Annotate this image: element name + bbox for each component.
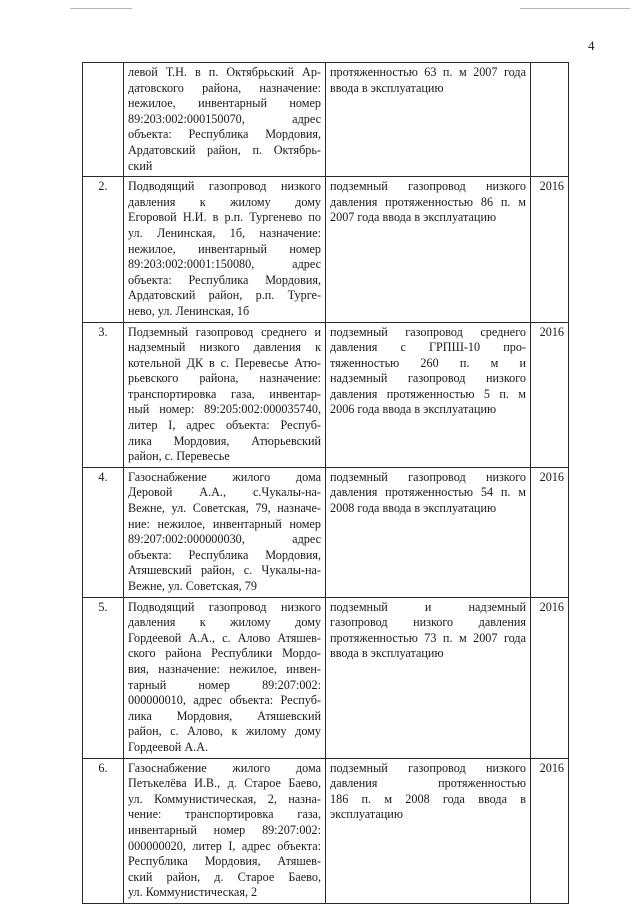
technical-description-line: подземный газопровод среднего (330, 324, 526, 339)
technical-description-line: подземный и надземный (330, 599, 526, 614)
technical-description-cell (326, 758, 531, 903)
technical-description-line: надземный газопровод низкого (330, 371, 526, 386)
technical-description-cell (326, 322, 531, 467)
object-description-line: 000000020, литер I, адрес объекта: (128, 838, 321, 853)
year: 2016 (531, 758, 569, 903)
technical-description-line: подземный газопровод низкого (330, 469, 526, 484)
table-row (83, 322, 569, 467)
object-description-line: литер I, адрес объекта: Респуб- (128, 418, 321, 433)
object-description-line: район, с. Алово, к жилому дому (128, 724, 321, 739)
object-description-line: объекта: Республика Мордовия, (128, 272, 321, 287)
object-description-cell (124, 63, 326, 177)
object-description-line: Гордеевой А.А. (128, 739, 209, 754)
technical-description-line: 2006 года ввода в эксплуатацию (330, 402, 497, 417)
object-description-line: надземный низкого давления к (128, 340, 321, 355)
object-description-line: лика Мордовия, Атяшевский (128, 708, 321, 723)
object-description-line: объекта: Республика Мордовия, (128, 127, 321, 142)
table-body (83, 63, 569, 904)
object-description-line: давления к жилому дому (128, 615, 321, 630)
table-row (83, 63, 569, 177)
object-description-line: нево, ул. Ленинская, 1б (128, 303, 250, 318)
object-description-line: Подводящий газопровод низкого (128, 599, 321, 614)
object-description-line: инвентарный номер 89:207:002: (128, 822, 321, 837)
object-description-line: ского района Республики Мордо- (128, 646, 321, 661)
object-description-line: тарный номер 89:207:002: (128, 677, 321, 692)
technical-description-line: протяженностью 63 п. м 2007 года (330, 65, 526, 79)
technical-description-line: подземный газопровод низкого (330, 760, 526, 775)
object-description-line: чение: транспортировка газа, (128, 807, 321, 822)
scan-artifact-right (520, 8, 630, 9)
row-number: 5. (83, 597, 124, 758)
object-description-line: левой Т.Н. в п. Октябрьский Ар- (128, 65, 321, 79)
object-description-line: Ардатовский район, п. Октябрь- (128, 142, 321, 157)
table-row (83, 467, 569, 597)
object-description-line: Гордеевой А.А., с. Алово Атяшев- (128, 630, 321, 645)
object-description-line: нежилое, инвентарный номер (128, 96, 321, 111)
object-description-line: нежилое, инвентарный номер (128, 241, 321, 256)
object-description-line: ский район, д. Старое Баево, (128, 869, 321, 884)
technical-description-line: давления с ГРПШ-10 про- (330, 340, 526, 355)
object-description-line: Ардатовский район, р.п. Турге- (128, 288, 321, 303)
object-description-line: Атяшевский район, с. Чукалы-на- (128, 563, 321, 578)
object-description-line: Вежне, ул. Советская, 79 (128, 579, 257, 593)
object-description-line: давления к жилому дому (128, 194, 321, 209)
object-description-line: 89:203:002:000150070, адрес (128, 111, 321, 126)
year (531, 63, 569, 177)
object-description-cell (124, 177, 326, 322)
object-description-line: лика Мордовия, Атюрьевский (128, 433, 321, 448)
row-number: 3. (83, 322, 124, 467)
table-row (83, 177, 569, 322)
technical-description-line: 186 п. м 2008 года ввода в (330, 791, 526, 806)
object-description-line: вия, назначение: нежилое, инвен- (128, 661, 321, 676)
object-description-line: Егоровой Н.И. в р.п. Тургенево по (128, 210, 321, 225)
row-number: 2. (83, 177, 124, 322)
technical-description-line: ввода в эксплуатацию (330, 80, 444, 95)
technical-description-line: подземный газопровод низкого (330, 179, 526, 194)
object-description-line: Петькелёва И.В., д. Старое Баево, (128, 776, 321, 791)
technical-description-line: протяженностью 73 п. м 2007 года (330, 630, 526, 645)
row-number: 6. (83, 758, 124, 903)
object-description-line: ние: нежилое, инвентарный номер (128, 516, 321, 531)
object-description-line: объекта: Республика Мордовия, (128, 547, 321, 562)
technical-description-line: ввода в эксплуатацию (330, 646, 444, 661)
year: 2016 (531, 177, 569, 322)
object-description-line: район, с. Перевесье (128, 449, 230, 464)
object-description-line: Газоснабжение жилого дома (128, 760, 321, 775)
object-description-cell (124, 758, 326, 903)
object-description-line: Подземный газопровод среднего и (128, 324, 321, 339)
technical-description-line: 2008 года ввода в эксплуатацию (330, 501, 497, 516)
table-row (83, 758, 569, 903)
technical-description-line: эксплуатацию (330, 807, 403, 822)
page-number: 4 (588, 38, 595, 53)
object-description-line: ул. Коммунистическая, 2, назна- (128, 791, 321, 806)
technical-description-line: 2007 года ввода в эксплуатацию (330, 210, 497, 225)
row-number (83, 63, 124, 177)
object-description-line: Газоснабжение жилого дома (128, 469, 321, 484)
object-description-line: ный номер: 89:205:002:000035740, (128, 402, 321, 417)
year: 2016 (531, 467, 569, 597)
object-description-line: Подводящий газопровод низкого (128, 179, 321, 194)
object-description-line: Деровой А.А., с.Чукалы-на- (128, 485, 321, 500)
object-description-cell (124, 597, 326, 758)
object-description-line: транспортировка газа, инвентар- (128, 386, 321, 401)
technical-description-line: газопровод низкого давления (330, 615, 526, 630)
object-description-line: 89:207:002:000000030, адрес (128, 532, 321, 547)
technical-description-line: давления протяженностью 5 п. м (330, 386, 526, 401)
object-description-cell (124, 467, 326, 597)
technical-description-line: давления протяженностью 54 п. м (330, 485, 526, 500)
year: 2016 (531, 597, 569, 758)
object-description-line: Вежне, ул. Советская, 79, назначе- (128, 501, 321, 516)
object-description-cell (124, 322, 326, 467)
technical-description-line: давления протяженностью (330, 776, 526, 791)
object-description-line: 89:203:002:0001:150080, адрес (128, 257, 321, 272)
table-row (83, 597, 569, 758)
scan-artifact-left (70, 8, 132, 9)
technical-description-line: давления протяженностью 86 п. м (330, 194, 526, 209)
technical-description-cell (326, 467, 531, 597)
technical-description-cell (326, 597, 531, 758)
row-number: 4. (83, 467, 124, 597)
object-description-line: Республика Мордовия, Атяшев- (128, 854, 321, 869)
technical-description-cell (326, 63, 531, 177)
object-description-line: 000000010, адрес объекта: Респуб- (128, 693, 321, 708)
object-description-line: котельной ДК в с. Перевесье Атю- (128, 355, 321, 370)
object-description-line: ул. Ленинская, 1б, назначение: (128, 225, 321, 240)
object-description-line: рьевского района, назначение: (128, 371, 321, 386)
object-description-line: датовского района, назначение: (128, 80, 321, 95)
technical-description-line: тяженностью 260 п. м и (330, 355, 526, 370)
object-description-line: ул. Коммунистическая, 2 (128, 885, 258, 900)
year: 2016 (531, 322, 569, 467)
property-registry-table (82, 62, 569, 904)
object-description-line: ский (128, 158, 153, 173)
technical-description-cell (326, 177, 531, 322)
